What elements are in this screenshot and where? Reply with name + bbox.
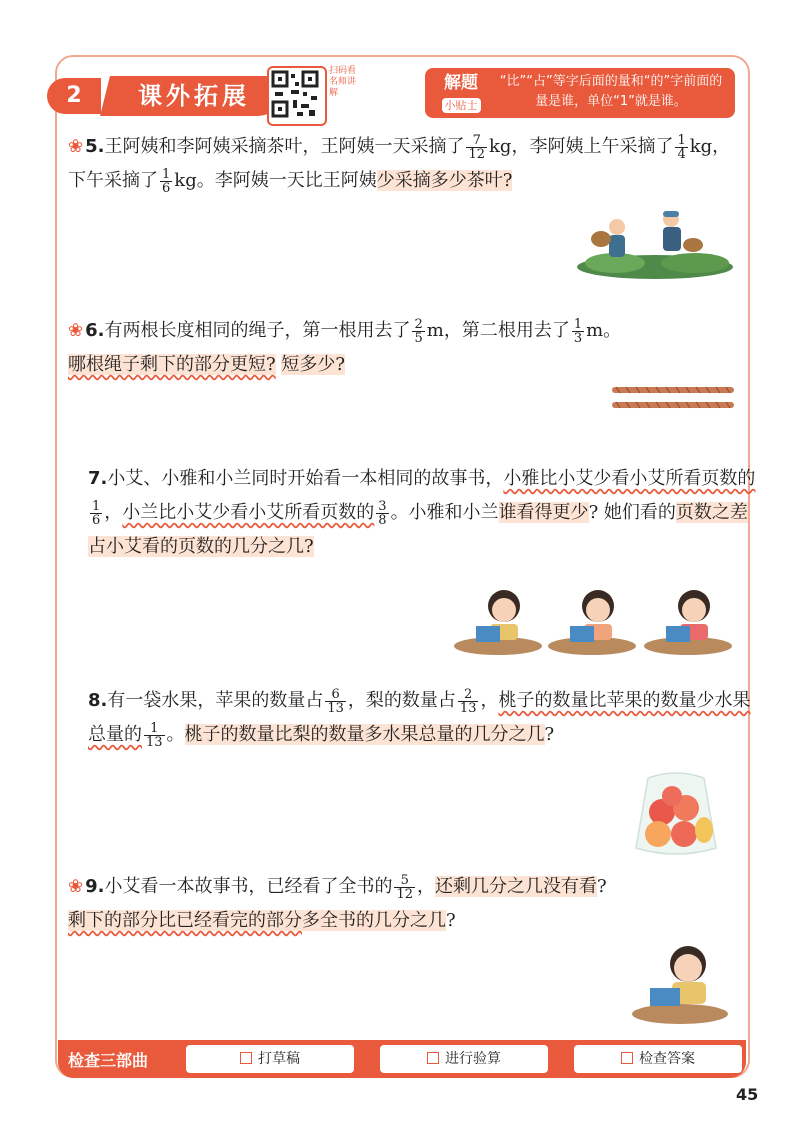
section-title: 课外拓展: [100, 76, 288, 116]
wavy-underline: 小雅比小艾少看小艾所看页数的: [503, 468, 756, 489]
fraction: $\frac{2}{13}$: [459, 686, 477, 716]
fraction: $\frac{1}{4}$: [677, 132, 686, 162]
fraction: $\frac{5}{12}$: [396, 872, 414, 902]
girls-reading-illustration: [452, 580, 736, 660]
check-draft[interactable]: 打草稿: [186, 1045, 354, 1073]
question-6: ❀ 6.有两根长度相同的绳子，第一根用去了 $\frac{2}{5}$ m，第二根用去了 $\frac{1}{3}$ m。 哪根绳子剩下的部分更短? 短多少?: [68, 316, 622, 375]
girl-reading-illustration: [628, 938, 732, 1028]
fraction: $\frac{7}{12}$: [468, 132, 486, 162]
check-answer[interactable]: 检查答案: [574, 1045, 742, 1073]
qr-caption: 扫码看名师讲解: [329, 66, 357, 98]
fraction: $\frac{1}{13}$: [146, 720, 163, 750]
wavy-underline: 桃子的数量比苹果的数量少水果总量的: [88, 690, 751, 745]
highlight: 哪根绳子剩下的部分更短?: [68, 354, 276, 375]
highlight: 桃子的数量比梨的数量多水果总量的几分之几: [184, 724, 545, 745]
fraction: $\frac{1}{3}$: [573, 316, 583, 346]
fraction: $\frac{6}{13}$: [327, 686, 344, 716]
page-number: 45: [736, 1085, 759, 1104]
star-icon: ❀: [68, 136, 84, 157]
section-header: [47, 64, 747, 114]
check-steps-title: 检查三部曲: [68, 1051, 149, 1070]
fraction: $\frac{1}{6}$: [162, 166, 171, 196]
tea-picking-illustration: [575, 205, 735, 280]
highlight: 少采摘多少茶叶?: [376, 170, 513, 191]
wavy-underline: 小兰比小艾少看小艾所看页数的: [122, 502, 375, 523]
star-icon: ❀: [68, 320, 84, 341]
check-steps-bar: [58, 1040, 746, 1078]
question-8: 8.有一袋水果，苹果的数量占 $\frac{6}{13}$ ，梨的数量占 $\frac{2}{13}$ ，桃子的数量比苹果的数量少水果总量的 $\frac{1}{13}$ 。桃子的数量比梨的数量多水果总量的几分之几?: [88, 686, 751, 750]
highlight: 短多少?: [281, 354, 346, 375]
qr-code-icon[interactable]: [267, 66, 327, 126]
star-icon: ❀: [68, 876, 84, 897]
question-5: ❀ 5.王阿姨和李阿姨采摘茶叶，王阿姨一天采摘了 $\frac{7}{12}$ kg，李阿姨上午采摘了 $\frac{1}{4}$ kg，下午采摘了 $\frac{1}{6}$ kg。李阿姨一天比王阿姨少采摘多少茶叶?: [68, 132, 731, 196]
fruit-bag-illustration: [628, 768, 724, 860]
tip-box: [425, 68, 735, 118]
tip-label: 解题 小贴士: [433, 72, 489, 114]
rope-illustration: [612, 384, 736, 412]
fraction: $\frac{3}{8}$: [378, 498, 387, 528]
checkbox-icon: [240, 1052, 252, 1064]
checkbox-icon: [621, 1052, 633, 1064]
question-9: ❀ 9.小艾看一本故事书，已经看了全书的 $\frac{5}{12}$ ，还剩几分之几没有看? 剩下的部分比已经看完的部分多全书的几分之几?: [68, 872, 607, 931]
highlight: 谁看得更少: [498, 502, 589, 523]
check-verify[interactable]: 进行验算: [380, 1045, 548, 1073]
highlight: 剩下的部分比已经看完的部分: [68, 910, 302, 931]
highlight: 多全书的几分之几: [302, 910, 446, 931]
checkbox-icon: [427, 1052, 439, 1064]
fraction: $\frac{1}{6}$: [92, 498, 101, 528]
tip-text: “比”“占”等字后面的量和“的”字前面的量是谁，单位“1”就是谁。: [499, 74, 723, 109]
question-7: 7.小艾、小雅和小兰同时开始看一本相同的故事书，小雅比小艾少看小艾所看页数的 $\frac{1}{6}$ ，小兰比小艾少看小艾所看页数的 $\frac{3}{8}$ 。小雅和小兰谁看得更少? 她们看的页数之差占小艾看的页数的几分之几?: [88, 468, 756, 557]
highlight: 页数之差占小艾看的页数的几分之几?: [88, 502, 748, 557]
highlight: 还剩几分之几没有看: [435, 876, 598, 897]
section-number: 2: [47, 78, 101, 114]
fraction: $\frac{2}{5}$: [414, 316, 423, 346]
